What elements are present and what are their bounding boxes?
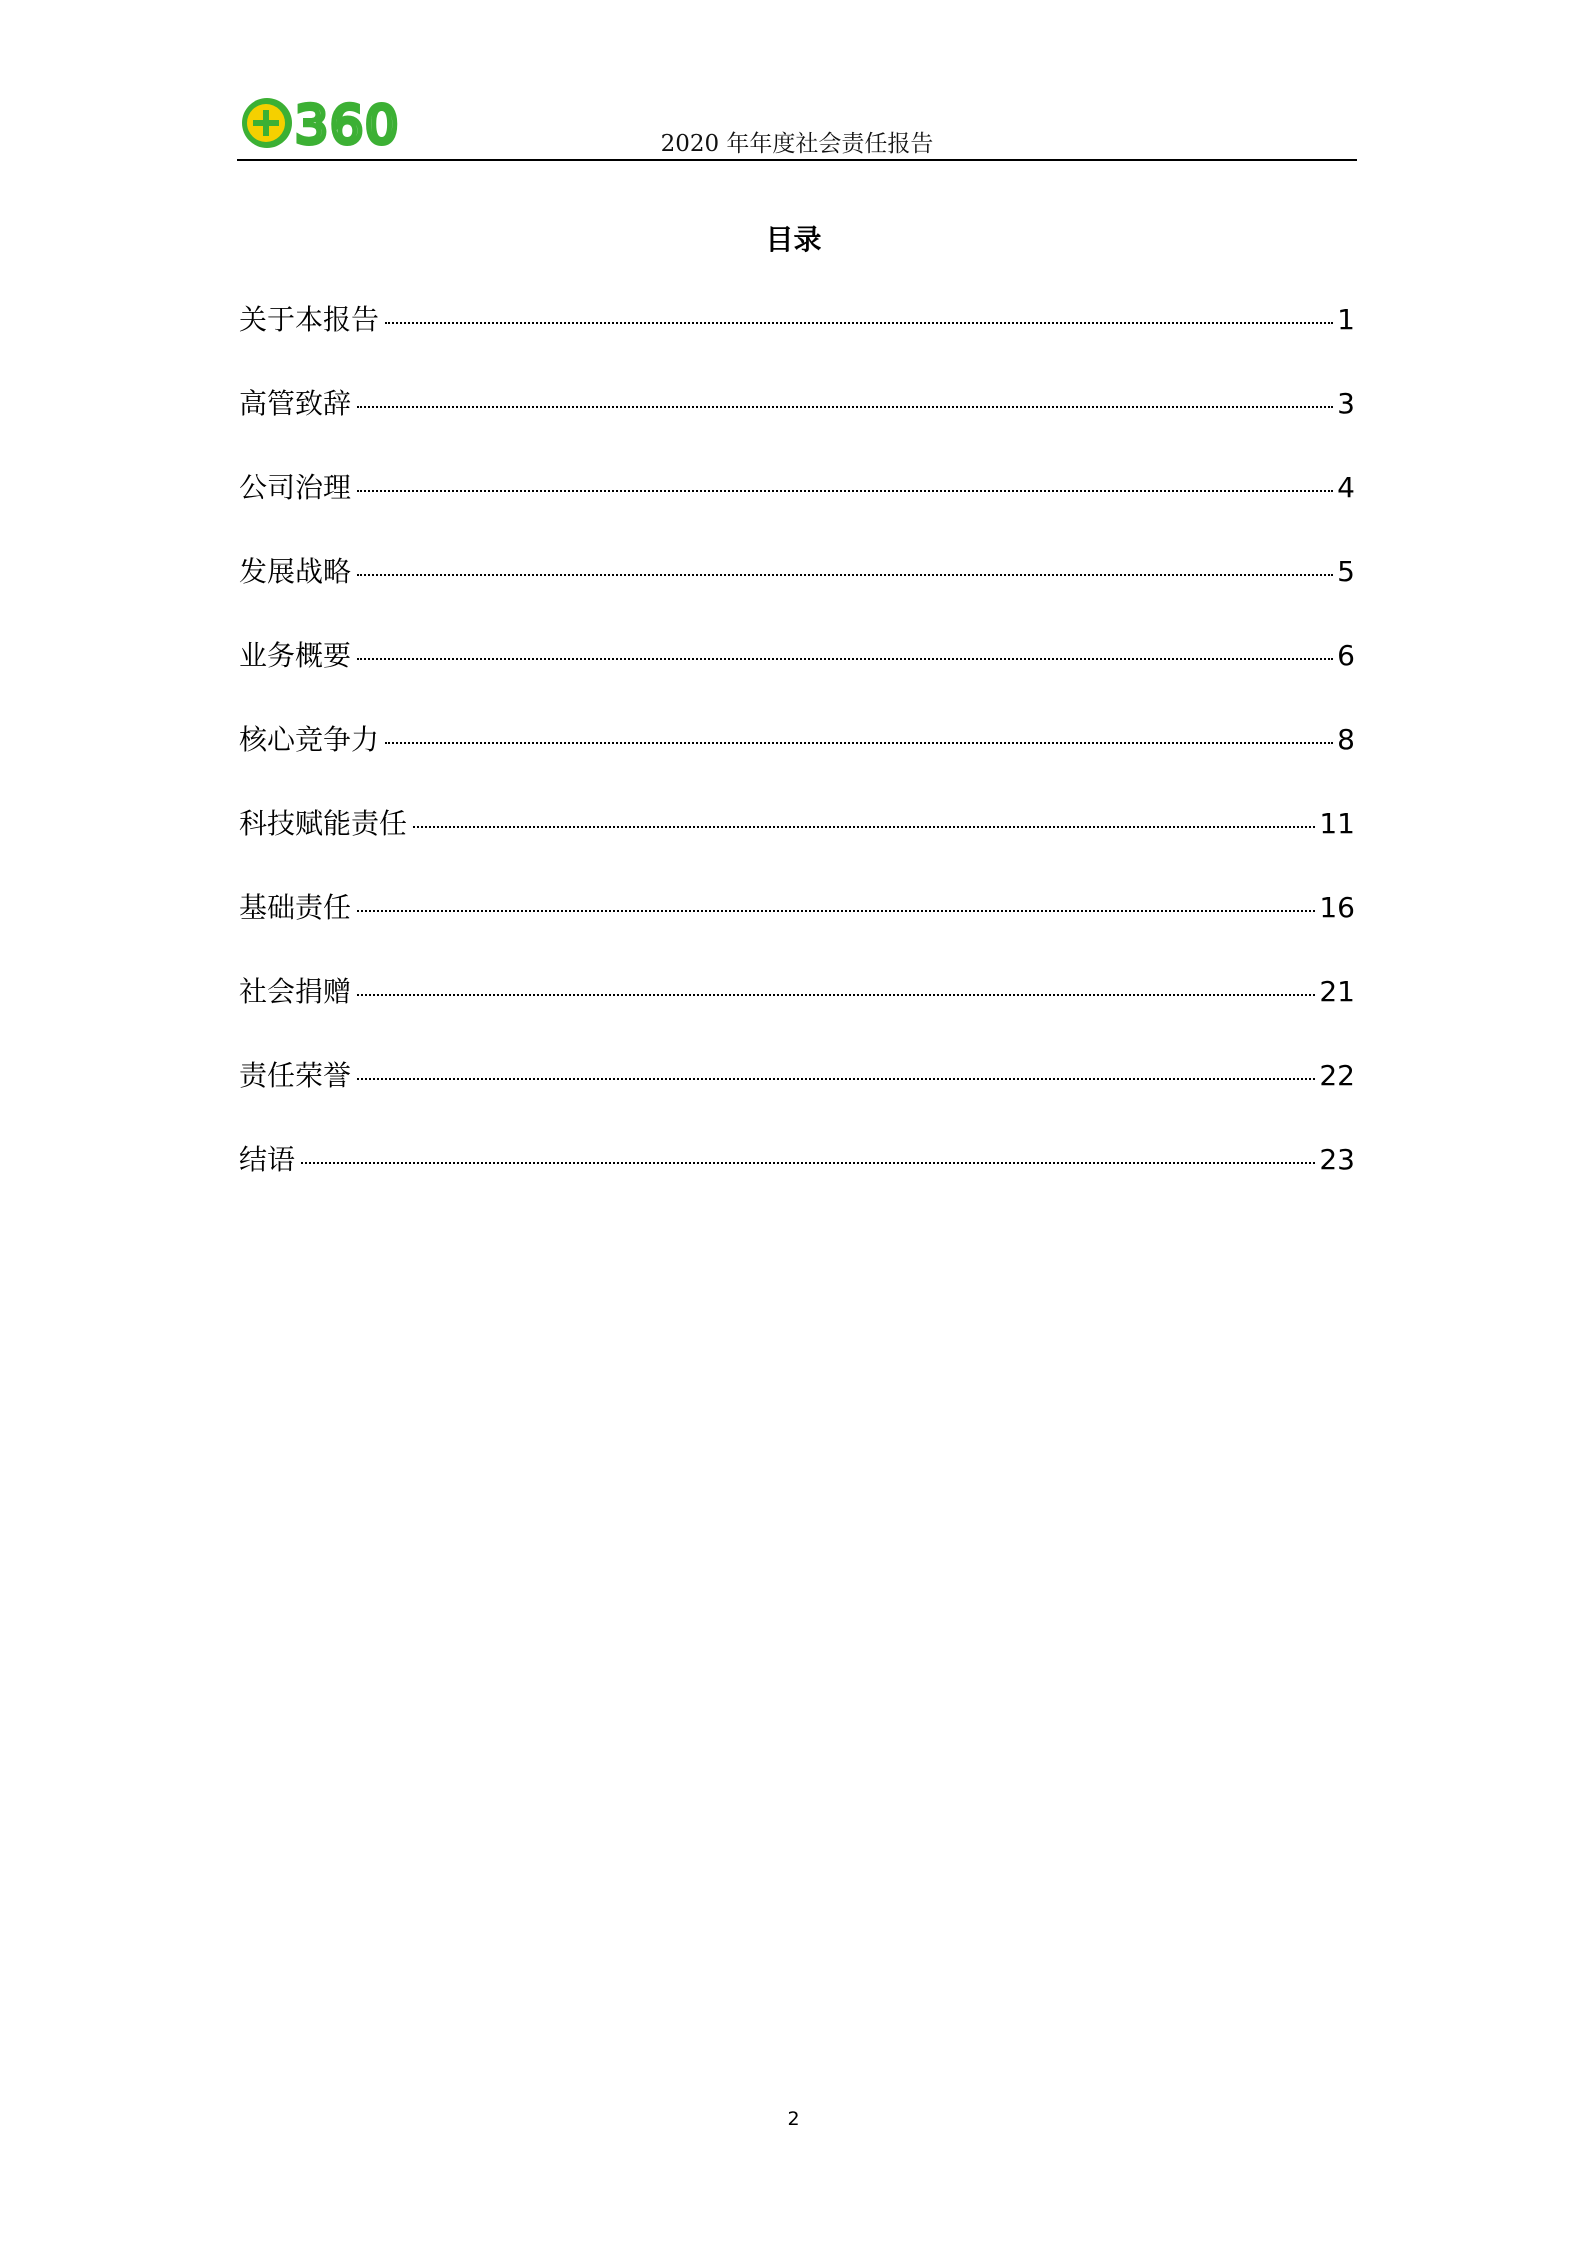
toc-entry-tech-empowerment[interactable] (239, 798, 1355, 882)
toc-entry-responsibility-honors[interactable] (239, 1050, 1355, 1134)
toc-entry-development-strategy[interactable] (239, 546, 1355, 630)
toc-entry-label: 发展战略 (239, 555, 352, 588)
toc-entry-label: 高管致辞 (239, 387, 352, 420)
toc-entry-page: 22 (1319, 1059, 1355, 1092)
toc-entry-executive-message[interactable] (239, 378, 1355, 462)
toc-entry-page: 23 (1319, 1143, 1355, 1176)
toc-entry-label: 基础责任 (239, 891, 352, 924)
toc-dot-leader (357, 406, 1333, 408)
toc-entry-label: 责任荣誉 (239, 1059, 352, 1092)
toc-entry-core-competitiveness[interactable] (239, 714, 1355, 798)
toc-entry-about-report[interactable] (239, 294, 1355, 378)
toc-entry-page: 4 (1337, 471, 1355, 504)
toc-entry-page: 3 (1337, 387, 1355, 420)
toc-dot-leader (357, 490, 1333, 492)
toc-dot-leader (385, 322, 1333, 324)
toc-entry-page: 5 (1337, 555, 1355, 588)
toc-entry-social-donations[interactable] (239, 966, 1355, 1050)
toc-entry-business-overview[interactable] (239, 630, 1355, 714)
toc-entry-conclusion[interactable] (239, 1134, 1355, 1218)
page-number: 2 (787, 2108, 800, 2130)
toc-entry-label: 结语 (239, 1143, 296, 1176)
toc-dot-leader (357, 994, 1315, 996)
toc-dot-leader (357, 574, 1333, 576)
toc-entry-page: 8 (1337, 723, 1355, 756)
toc-entry-page: 21 (1319, 975, 1355, 1008)
toc-dot-leader (357, 1078, 1315, 1080)
toc-entry-label: 社会捐赠 (239, 975, 352, 1008)
header-divider (237, 159, 1357, 161)
toc-entry-page: 16 (1319, 891, 1355, 924)
table-of-contents (239, 294, 1355, 1218)
toc-entry-page: 11 (1319, 807, 1355, 840)
toc-entry-label: 业务概要 (239, 639, 352, 672)
page-header (237, 92, 1357, 162)
toc-dot-leader (385, 742, 1333, 744)
toc-dot-leader (413, 826, 1315, 828)
logo-text: 360 (295, 96, 401, 151)
toc-entry-page: 6 (1337, 639, 1355, 672)
toc-entry-page: 1 (1337, 303, 1355, 336)
toc-dot-leader (357, 910, 1315, 912)
toc-entry-basic-responsibility[interactable] (239, 882, 1355, 966)
toc-entry-label: 科技赋能责任 (239, 807, 408, 840)
toc-dot-leader (357, 658, 1333, 660)
report-title: 2020 年年度社会责任报告 (660, 131, 934, 157)
toc-entry-label: 公司治理 (239, 471, 352, 504)
toc-dot-leader (301, 1162, 1315, 1164)
toc-title: 目录 (765, 223, 822, 256)
toc-entry-corporate-governance[interactable] (239, 462, 1355, 546)
toc-entry-label: 关于本报告 (239, 303, 380, 336)
toc-entry-label: 核心竞争力 (239, 723, 380, 756)
